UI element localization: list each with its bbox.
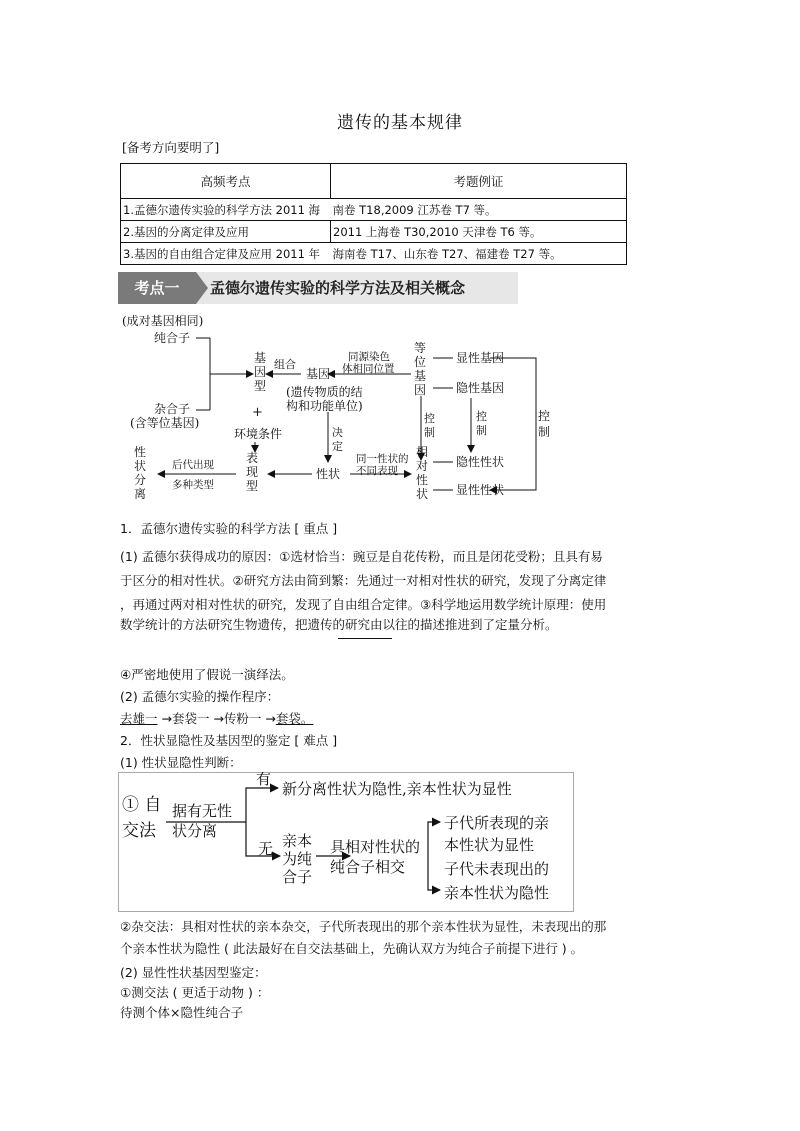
paragraph-line: ①测交法 ( 更适于动物 ) ： bbox=[120, 985, 270, 1000]
label-control-a2: 制 bbox=[424, 426, 435, 439]
paragraph-line: ②杂交法：具相对性状的亲本杂交，子代所表现出的那个亲本性状为显性，未表现出的那 bbox=[120, 919, 607, 934]
banner-title: 孟德尔遗传实验的科学方法及相关概念 bbox=[210, 279, 466, 297]
label-has-sep-2: 状分离 bbox=[172, 822, 218, 840]
table-cell: 南卷 T18,2009 江苏卷 T7 等。 bbox=[331, 199, 627, 221]
label-sep-2: 状 bbox=[134, 459, 147, 473]
heading-method: 1．孟德尔遗传实验的科学方法 [ 重点 ] bbox=[120, 521, 338, 536]
label-genotype-2: 因 bbox=[254, 365, 267, 379]
label-control-b1: 控 bbox=[476, 410, 487, 423]
label-later-gen: 后代出现 bbox=[172, 459, 214, 471]
label-dominant-trait: 显性性状 bbox=[456, 483, 505, 497]
paragraph-line: (2) 显性性状基因型鉴定： bbox=[120, 965, 267, 980]
label-sep-4: 离 bbox=[134, 487, 147, 501]
paragraph-line: 个亲本性状为隐性 ( 此法最好在自交法基础上，先确认双方为纯合子前提下进行 ) 。 bbox=[120, 941, 584, 956]
section-label: [备考方向要明了] bbox=[122, 140, 220, 155]
label-allele-2: 位 bbox=[414, 355, 427, 369]
divider bbox=[338, 638, 392, 639]
label-trait: 性状 bbox=[316, 467, 341, 481]
label-recessive-trait: 隐性性状 bbox=[456, 455, 505, 469]
label-recessive-gene: 隐性基因 bbox=[456, 381, 505, 395]
label-homolog-1: 同源染色 bbox=[348, 351, 390, 363]
label-phenotype-1: 表 bbox=[246, 451, 259, 465]
label-determine-1: 决 bbox=[332, 426, 343, 439]
table-header-row bbox=[121, 164, 627, 199]
paragraph-line: 待测个体×隐性纯合子 bbox=[120, 1005, 243, 1020]
label-cross-pure-2: 纯合子相交 bbox=[330, 858, 406, 876]
label-sep-1: 性 bbox=[134, 445, 147, 459]
table-row bbox=[121, 221, 627, 243]
label-relative-3: 性 bbox=[416, 473, 429, 487]
label-parent-pure-2: 为纯 bbox=[282, 850, 313, 868]
label-homozygote: 纯合子 bbox=[154, 331, 191, 345]
label-control-b2: 制 bbox=[476, 424, 487, 437]
table-header: 高频考点 bbox=[121, 164, 331, 199]
label-types: 多种类型 bbox=[172, 479, 214, 491]
label-relative-4: 状 bbox=[416, 487, 429, 501]
label-combine: 组合 bbox=[274, 358, 296, 371]
concept-diagram bbox=[118, 312, 558, 512]
label-phenotype-2: 现 bbox=[246, 465, 259, 479]
label-result-1b: 本性状为显性 bbox=[444, 836, 535, 854]
table-cell: 3.基因的自由组合定律及应用 2011 年 bbox=[121, 243, 331, 265]
paragraph-line: (2) 孟德尔实验的操作程序： bbox=[120, 689, 280, 704]
paragraph-line: ，再通过两对相对性状的研究，发现了自由组合定律。③科学地运用数学统计原理：使用 bbox=[120, 597, 607, 612]
paragraph-line: (1) 孟德尔获得成功的原因：①选材恰当：豌豆是自花传粉，而且是闭花受粉；且具有易 bbox=[120, 549, 603, 564]
label-same-trait-1: 同一性状的 bbox=[356, 453, 409, 465]
label-control-c2: 制 bbox=[538, 425, 551, 439]
paragraph-line: ④严密地使用了假说一演绎法。 bbox=[120, 667, 294, 682]
section-banner bbox=[118, 272, 518, 304]
label-plus: + bbox=[252, 405, 263, 420]
label-parent-pure-3: 合子 bbox=[282, 868, 313, 886]
label-parent-pure-1: 亲本 bbox=[282, 832, 313, 850]
label-dominant-gene: 显性基因 bbox=[456, 351, 505, 365]
label-allele-3: 基 bbox=[414, 369, 427, 383]
step-rebagging: 套袋。 bbox=[275, 711, 314, 726]
label-hetero-note: (含等位基因) bbox=[130, 416, 200, 430]
label-same-genes: (成对基因相同) bbox=[122, 314, 204, 328]
label-selfing-1: ① 自 bbox=[122, 795, 162, 815]
label-unit-2: 构和功能单位) bbox=[286, 399, 363, 413]
label-yes-result: 新分离性状为隐性,亲本性状为显性 bbox=[282, 780, 512, 798]
label-genotype-3: 型 bbox=[254, 379, 267, 393]
table-cell: 2.基因的分离定律及应用 bbox=[121, 221, 331, 243]
label-same-trait-2: 不同表现 bbox=[356, 465, 398, 477]
table-cell: 海南卷 T17、山东卷 T27、福建卷 T27 等。 bbox=[331, 243, 627, 265]
step-bagging: →套袋一 bbox=[157, 711, 210, 726]
label-selfing-2: 交法 bbox=[122, 821, 156, 841]
label-yes: 有 bbox=[256, 772, 272, 788]
label-relative-2: 对 bbox=[416, 459, 429, 473]
label-gene: 基因 bbox=[306, 367, 331, 381]
label-result-2a: 子代未表现出的 bbox=[444, 860, 550, 878]
paragraph-line: 于区分的相对性状。②研究方法由简到繁：先通过一对相对性状的研究，发现了分离定律 bbox=[120, 573, 607, 588]
table-row bbox=[121, 199, 627, 221]
label-result-1a: 子代所表现的亲 bbox=[444, 814, 550, 832]
label-control-a1: 控 bbox=[424, 412, 435, 425]
step-pollination: →传粉一 bbox=[209, 711, 262, 726]
label-phenotype-3: 型 bbox=[246, 479, 259, 493]
label-control-c1: 控 bbox=[538, 409, 551, 423]
exam-points-table bbox=[120, 163, 627, 265]
procedure-steps bbox=[120, 708, 313, 729]
table-row bbox=[121, 243, 627, 265]
label-sep-3: 分 bbox=[134, 473, 147, 487]
table-header: 考题例证 bbox=[331, 164, 627, 199]
banner-tag: 考点一 bbox=[118, 272, 196, 304]
table-cell: 1.孟德尔遗传实验的科学方法 2011 海 bbox=[121, 199, 331, 221]
label-environment: 环境条件 bbox=[234, 427, 283, 441]
label-homolog-2: 体相同位置 bbox=[342, 363, 395, 375]
label-allele-1: 等 bbox=[414, 341, 427, 355]
heading-dominance: 2．性状显隐性及基因型的鉴定 [ 难点 ] bbox=[120, 733, 338, 748]
label-genotype-1: 基 bbox=[254, 351, 267, 365]
label-unit-1: (遗传物质的结 bbox=[286, 385, 363, 399]
page-title: 遗传的基本规律 bbox=[337, 113, 463, 133]
step-emasculation: 去雄一 bbox=[120, 711, 158, 726]
label-heterozygote: 杂合子 bbox=[154, 402, 191, 416]
selfing-diagram bbox=[118, 772, 574, 912]
label-has-sep-1: 据有无性 bbox=[172, 802, 233, 820]
paragraph-line: 数学统计的方法研究生物遗传，把遗传的研究由以往的描述推进到了定量分析。 bbox=[120, 617, 558, 632]
paragraph-line: (1) 性状显隐性判断： bbox=[120, 755, 242, 770]
label-relative-1: 相 bbox=[416, 445, 429, 459]
table-cell: 2011 上海卷 T30,2010 天津卷 T6 等。 bbox=[331, 221, 627, 243]
label-determine-2: 定 bbox=[332, 440, 343, 453]
label-allele-4: 因 bbox=[414, 383, 427, 397]
step-arrow: → bbox=[261, 711, 276, 726]
label-cross-pure-1: 具相对性状的 bbox=[330, 838, 421, 856]
label-no: 无 bbox=[258, 840, 274, 858]
label-result-2b: 亲本性状为隐性 bbox=[444, 884, 550, 902]
